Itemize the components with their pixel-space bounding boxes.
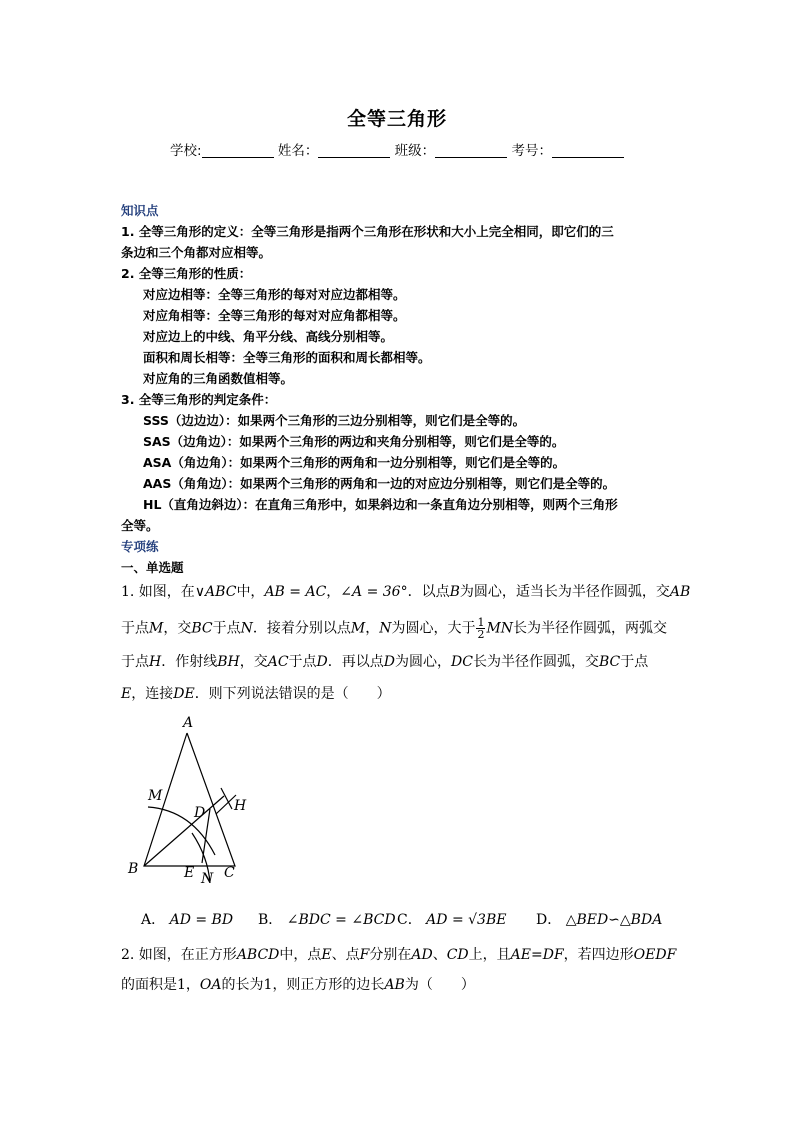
label-d: D (194, 805, 206, 821)
label-m: M (148, 788, 163, 804)
name-label: 姓名： (277, 143, 319, 159)
knowledge-heading: 知识点 (121, 203, 159, 218)
option-b[interactable]: B． ∠BDC = ∠BCD (258, 912, 396, 928)
question-1-line-1: 1. 如图，在∨ABC中，AB = AC，∠A = 36°．以点B为圆心，适当长为半径作圆弧，交AB (121, 584, 691, 600)
knowledge-line-1b: 条边和三个角都对应相等。 (121, 245, 272, 260)
label-c: C (224, 865, 235, 881)
school-blank[interactable] (202, 143, 274, 158)
criterion-hl-cont: 全等。 (121, 518, 159, 533)
question-2-line-1: 2. 如图，在正方形ABCD中，点E、点F分别在AD、CD上，且AE=DF，若四边形OEDF (121, 947, 677, 963)
name-blank[interactable] (318, 143, 390, 158)
class-label: 班级： (394, 143, 436, 159)
knowledge-line-2: 2. 全等三角形的性质： (121, 266, 252, 281)
page-title: 全等三角形 (346, 108, 447, 130)
number-blank[interactable] (552, 143, 624, 158)
question-1-line-3: 于点H．作射线BH，交AC于点D．再以点D为圆心，DC长为半径作圆弧，交BC于点 (121, 654, 649, 670)
knowledge-line-1: 1. 全等三角形的定义：全等三角形是指两个三角形在形状和大小上完全相同，即它们的三 (121, 224, 614, 239)
question-2-line-2: 的面积是1，OA的长为1，则正方形的边长AB为（ ） (121, 977, 475, 993)
criterion-hl: HL（直角边斜边）：在直角三角形中，如果斜边和一条直角边分别相等，则两个三角形 (143, 497, 618, 512)
triangle-construction-figure (120, 705, 270, 890)
criterion-aas: AAS（角角边）：如果两个三角形的两角和一边的对应边分别相等，则它们是全等的。 (143, 476, 616, 491)
knowledge-line-3: 3. 全等三角形的判定条件： (121, 392, 277, 407)
label-h: H (234, 798, 247, 814)
property-5: 对应角的三角函数值相等。 (143, 371, 294, 386)
option-a[interactable]: A． AD = BD (141, 912, 234, 928)
criterion-asa: ASA（角边角）：如果两个三角形的两角和一边分别相等，则它们是全等的。 (143, 455, 566, 470)
option-c[interactable]: C． AD = √3BE (397, 912, 507, 928)
student-info-row (0, 139, 794, 159)
label-e: E (184, 865, 195, 881)
label-b: B (128, 861, 139, 877)
property-4: 面积和周长相等：全等三角形的面积和周长都相等。 (143, 350, 431, 365)
ray-bh (144, 796, 224, 866)
school-label: 学校: (170, 143, 202, 159)
number-label: 考号： (511, 143, 552, 159)
question-1-line-4: E，连接DE．则下列说法错误的是（ ） (121, 686, 391, 702)
class-blank[interactable] (435, 143, 507, 158)
practice-heading: 专项练 (121, 539, 159, 554)
option-d[interactable]: D． △BED∽△BDA (536, 912, 663, 928)
question-1-line-2: 于点M，交BC于点N．接着分别以点M，N为圆心，大于 $\frac{1}{2}$ MN长为半径作圆弧，两弧交 (121, 616, 668, 641)
label-a: A (183, 715, 194, 731)
property-2: 对应角相等：全等三角形的每对对应角都相等。 (143, 308, 406, 323)
criterion-sss: SSS（边边边）：如果两个三角形的三边分别相等，则它们是全等的。 (143, 413, 526, 428)
section-heading: 一、单选题 (121, 560, 184, 575)
property-1: 对应边相等：全等三角形的每对对应边都相等。 (143, 287, 406, 302)
fraction-one-half: $\frac{1}{2}$ (477, 616, 485, 641)
property-3: 对应边上的中线、角平分线、高线分别相等。 (143, 329, 394, 344)
criterion-sas: SAS（边角边）：如果两个三角形的两边和夹角分别相等，则它们是全等的。 (143, 434, 565, 449)
label-n: N (201, 871, 214, 887)
arc-h-2 (221, 788, 232, 809)
